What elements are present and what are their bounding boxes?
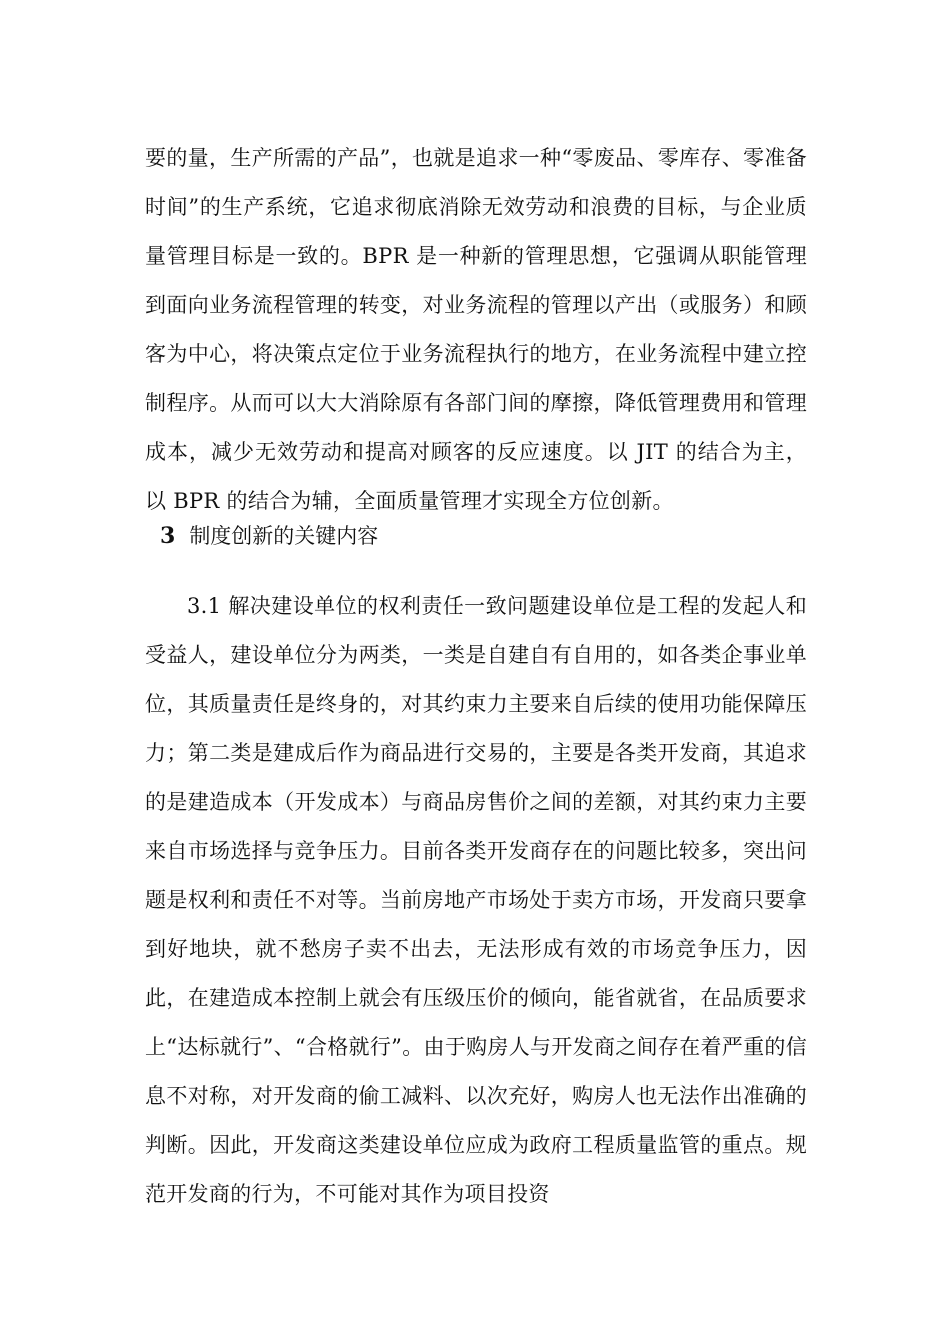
- section-title: 制度创新的关键内容: [189, 524, 379, 548]
- section-heading: [160, 512, 378, 561]
- body-paragraph: 要的量，生产所需的产品”，也就是追求一种“零废品、零库存、零准备时间”的生产系统，它追求彻底消除无效劳动和浪费的目标，与企业质量管理目标是一致的。BPR 是一种新的管理思想，它强调从职能管理到面向业务流程管理的转变，对业务流程的管理以产出（或服务）和顾客为中心，将决策点定位于业务流程执行的地方，在业务流程中建立控制程序。从而可以大大消除原有各部门间的摩擦，降低管理费用和管理成本，减少无效劳动和提高对顾客的反应速度。以 JIT 的结合为主，以 BPR 的结合为辅，全面质量管理才实现全方位创新。: [145, 146, 807, 513]
- body-paragraph: 3.1 解决建设单位的权利责任一致问题建设单位是工程的发起人和受益人，建设单位分为两类，一类是自建自有自用的，如各类企事业单位，其质量责任是终身的，对其约束力主要来自后续的使用功能保障压力；第二类是建成后作为商品进行交易的，主要是各类开发商，其追求的是建造成本（开发成本）与商品房售价之间的差额，对其约束力主要来自市场选择与竞争压力。目前各类开发商存在的问题比较多，突出问题是权利和责任不对等。当前房地产市场处于卖方市场，开发商只要拿到好地块，就不愁房子卖不出去，无法形成有效的市场竞争压力，因此，在建造成本控制上就会有压级压价的倾向，能省就省，在品质要求上“达标就行”、“合格就行”。由于购房人与开发商之间存在着严重的信息不对称，对开发商的偷工减料、以次充好，购房人也无法作出准确的判断。因此，开发商这类建设单位应成为政府工程质量监管的重点。规范开发商的行为，不可能对其作为项目投资: [145, 594, 807, 1206]
- section-number: 3: [160, 523, 176, 549]
